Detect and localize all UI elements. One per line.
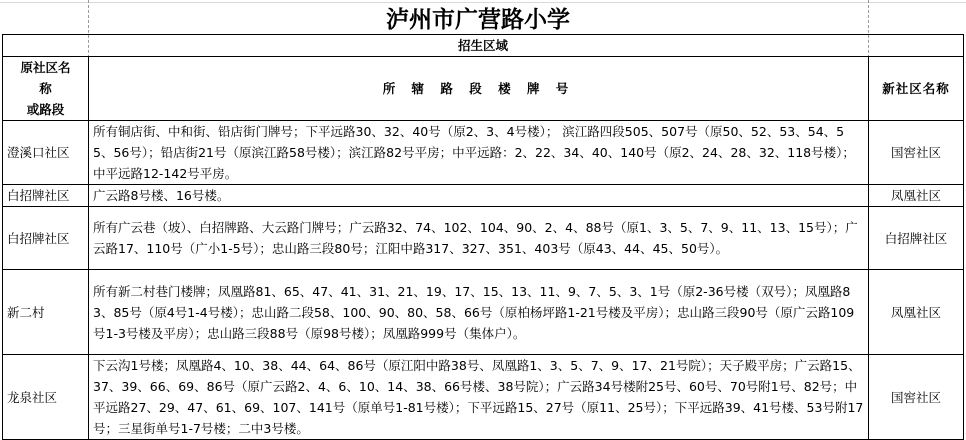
original-community-cell: 澄溪口社区	[3, 121, 89, 185]
new-community-cell: 凤凰社区	[869, 270, 964, 355]
header-line: 或路段	[26, 102, 65, 117]
new-community-cell: 国窖社区	[869, 355, 964, 440]
streets-cell: 所有广云巷（坡）、白招牌路、大云路门牌号；广云路32、74、102、104、90、2、4、88号（原1、3、5、7、9、11、13、15号）；广云路17、110号（广小1-5号）；忠山路三段80号；江阳中路317、327、351、403号（原43、44、45、50号）。	[89, 207, 869, 270]
streets-cell: 所有新二村巷门楼牌；凤凰路81、65、47、41、31、21、19、17、15、13、11、9、7、5、3、1号（原2-36号楼（双号）；凤凰路83、85号（原4号1-4号楼）；忠山路二段58、100、90、80、58、66号（原柏杨坪路1-21号楼及平房）；忠山路三段90号（原广云路109号1-3号楼及平房）；忠山路三段88号（原98号楼）；凤凰路999号（集体户）。	[89, 270, 869, 355]
header-line: 原社区名	[20, 60, 71, 75]
new-community-cell: 白招牌社区	[869, 207, 964, 270]
streets-cell: 下云沟1号楼；凤凰路4、10、38、44、64、86号（原江阳中路38号、凤凰路1、3、5、7、9、17、21号院）；天子殿平房；广云路15、37、39、66、69、86号（原广云路2、4、6、10、14、38、66号楼、38号院）；广云路34号楼附25号、60号、70号附1号、82号；中平远路27、29、47、61、69、107、141号（原单号1-81号楼）；下平远路15、27号（原11、25号）；下平远路39、41号楼、53号附17号；三星街单号1-7号楼；二中3号楼。	[89, 355, 869, 440]
streets-cell: 所有铜店街、中和街、铅店街门牌号；下平远路30、32、40号（原2、3、4号楼）； 滨江路四段505、507号（原50、52、53、54、55、56号）；铅店街21号（原滨江路58号楼）；滨江路82号平房；中平远路：2、22、34、40、140号（原2、24、28、32、118号楼）；中平远路12-142号平房。	[89, 121, 869, 185]
column-header-streets: 所 辖 路 段 楼 牌 号	[89, 57, 869, 121]
column-header-row	[3, 57, 964, 121]
column-header-original-community	[3, 57, 89, 121]
enrollment-area-header: 招生区域	[3, 35, 964, 57]
table-row	[3, 121, 964, 185]
table-row	[3, 207, 964, 270]
original-community-cell: 新二村	[3, 270, 89, 355]
enrollment-table	[2, 34, 964, 440]
header-line: 称	[39, 81, 52, 96]
new-community-cell: 国窖社区	[869, 121, 964, 185]
table-row	[3, 355, 964, 440]
table-row	[3, 270, 964, 355]
original-community-cell: 龙泉社区	[3, 355, 89, 440]
original-community-cell: 白招牌社区	[3, 207, 89, 270]
table-row	[3, 185, 964, 207]
new-community-cell: 凤凰社区	[869, 185, 964, 207]
original-community-cell: 白招牌社区	[3, 185, 89, 207]
page-title: 泸州市广营路小学	[386, 6, 570, 33]
streets-cell: 广云路8号楼、16号楼。	[89, 185, 869, 207]
column-header-new-community: 新社区名称	[869, 57, 964, 121]
